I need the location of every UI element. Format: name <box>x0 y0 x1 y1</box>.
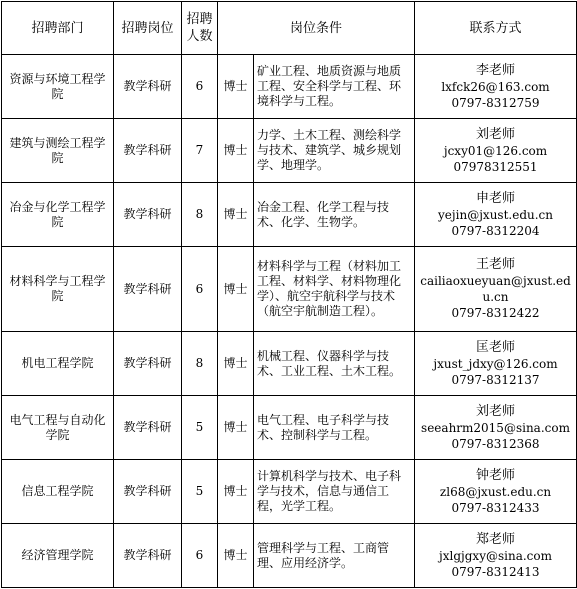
contact-email: zl68@jxust.edu.cn <box>439 484 552 499</box>
contact-email: cailiaoxueyuan@jxust.edu.cn <box>420 274 571 304</box>
count-cell: 6 <box>182 247 218 332</box>
degree-cell: 博士 <box>218 396 254 460</box>
degree-cell: 博士 <box>218 55 254 119</box>
dept-cell: 资源与环境工程学院 <box>2 55 114 119</box>
contact-cell <box>415 55 577 119</box>
conditions-cell: 矿业工程、地质资源与地质工程、安全科学与工程、环境科学与工程。 <box>254 55 415 119</box>
dept-cell: 材料科学与工程学院 <box>2 247 114 332</box>
dept-cell: 机电工程学院 <box>2 332 114 396</box>
dept-cell: 电气工程与自动化学院 <box>2 396 114 460</box>
count-cell: 8 <box>182 183 218 247</box>
position-cell: 教学科研 <box>114 247 182 332</box>
dept-cell: 冶金与化学工程学院 <box>2 183 114 247</box>
conditions-cell: 材料科学与工程（材料加工工程、材料学、材料物理化学）、航空宇航科学与技术（航空宇航制造工程）。 <box>254 247 415 332</box>
dept-cell: 建筑与测绘工程学院 <box>2 119 114 183</box>
count-cell: 6 <box>182 55 218 119</box>
count-cell: 8 <box>182 332 218 396</box>
contact-name: 王老师 <box>476 257 516 272</box>
header-count: 招聘人数 <box>182 2 218 55</box>
table-row <box>2 332 577 396</box>
contact-email: jxust_jdxy@126.com <box>433 356 558 371</box>
dept-cell: 信息工程学院 <box>2 460 114 524</box>
contact-email: jcxy01@126.com <box>443 143 548 158</box>
contact-cell <box>415 183 577 247</box>
contact-name: 钟老师 <box>476 467 516 483</box>
contact-email: jxlgjgxy@sina.com <box>439 548 552 563</box>
position-cell: 教学科研 <box>114 183 182 247</box>
contact-phone: 0797-8312137 <box>451 372 540 387</box>
header-dept: 招聘部门 <box>2 2 114 55</box>
contact-cell <box>415 332 577 396</box>
table-row <box>2 183 577 247</box>
contact-cell <box>415 119 577 183</box>
conditions-cell: 冶金工程、化学工程与技术、化学、生物学。 <box>254 183 415 247</box>
conditions-cell: 计算机科学与技术、电子科学与技术，信息与通信工程，光学工程。 <box>254 460 415 524</box>
count-cell: 5 <box>182 396 218 460</box>
degree-cell: 博士 <box>218 460 254 524</box>
degree-cell: 博士 <box>218 183 254 247</box>
conditions-cell: 电气工程、电子科学与技术、控制科学与工程。 <box>254 396 415 460</box>
header-row <box>2 2 577 55</box>
position-cell: 教学科研 <box>114 332 182 396</box>
contact-cell <box>415 396 577 460</box>
header-position: 招聘岗位 <box>114 2 182 55</box>
contact-email: lxfck26@163.com <box>441 79 550 94</box>
contact-phone: 0797-8312204 <box>451 223 540 238</box>
position-cell: 教学科研 <box>114 524 182 588</box>
contact-name: 刘老师 <box>476 403 516 419</box>
contact-cell <box>415 524 577 588</box>
contact-phone: 0797-8312759 <box>451 95 540 110</box>
table-row <box>2 524 577 588</box>
count-cell: 7 <box>182 119 218 183</box>
contact-phone: 0797-8312413 <box>451 564 540 579</box>
conditions-cell: 机械工程、仪器科学与技术、工业工程、土木工程。 <box>254 332 415 396</box>
contact-name: 匡老师 <box>476 339 516 355</box>
table-row <box>2 55 577 119</box>
position-cell: 教学科研 <box>114 119 182 183</box>
contact-phone: 07978312551 <box>453 159 538 174</box>
table-row <box>2 396 577 460</box>
position-cell: 教学科研 <box>114 55 182 119</box>
contact-name: 郑老师 <box>476 531 516 547</box>
degree-cell: 博士 <box>218 247 254 332</box>
contact-name: 李老师 <box>476 62 516 78</box>
table-row <box>2 460 577 524</box>
contact-email: yejin@jxust.edu.cn <box>438 207 553 222</box>
count-cell: 6 <box>182 524 218 588</box>
conditions-cell: 管理科学与工程、工商管理、应用经济学。 <box>254 524 415 588</box>
contact-email: seeahrm2015@sina.com <box>421 420 570 435</box>
position-cell: 教学科研 <box>114 460 182 524</box>
table-row <box>2 247 577 332</box>
conditions-cell: 力学、土木工程、测绘科学与技术、建筑学、城乡规划学、地理学。 <box>254 119 415 183</box>
contact-name: 申老师 <box>476 190 516 206</box>
count-cell: 5 <box>182 460 218 524</box>
degree-cell: 博士 <box>218 332 254 396</box>
contact-phone: 0797-8312422 <box>451 306 540 320</box>
contact-name: 刘老师 <box>476 126 516 142</box>
degree-cell: 博士 <box>218 524 254 588</box>
contact-phone: 0797-8312433 <box>451 500 540 515</box>
table-row <box>2 119 577 183</box>
dept-cell: 经济管理学院 <box>2 524 114 588</box>
position-cell: 教学科研 <box>114 396 182 460</box>
header-conditions: 岗位条件 <box>218 2 415 55</box>
recruitment-table <box>1 1 577 588</box>
contact-phone: 0797-8312368 <box>451 436 540 451</box>
degree-cell: 博士 <box>218 119 254 183</box>
header-contact: 联系方式 <box>415 2 577 55</box>
contact-cell <box>415 247 577 332</box>
contact-cell <box>415 460 577 524</box>
